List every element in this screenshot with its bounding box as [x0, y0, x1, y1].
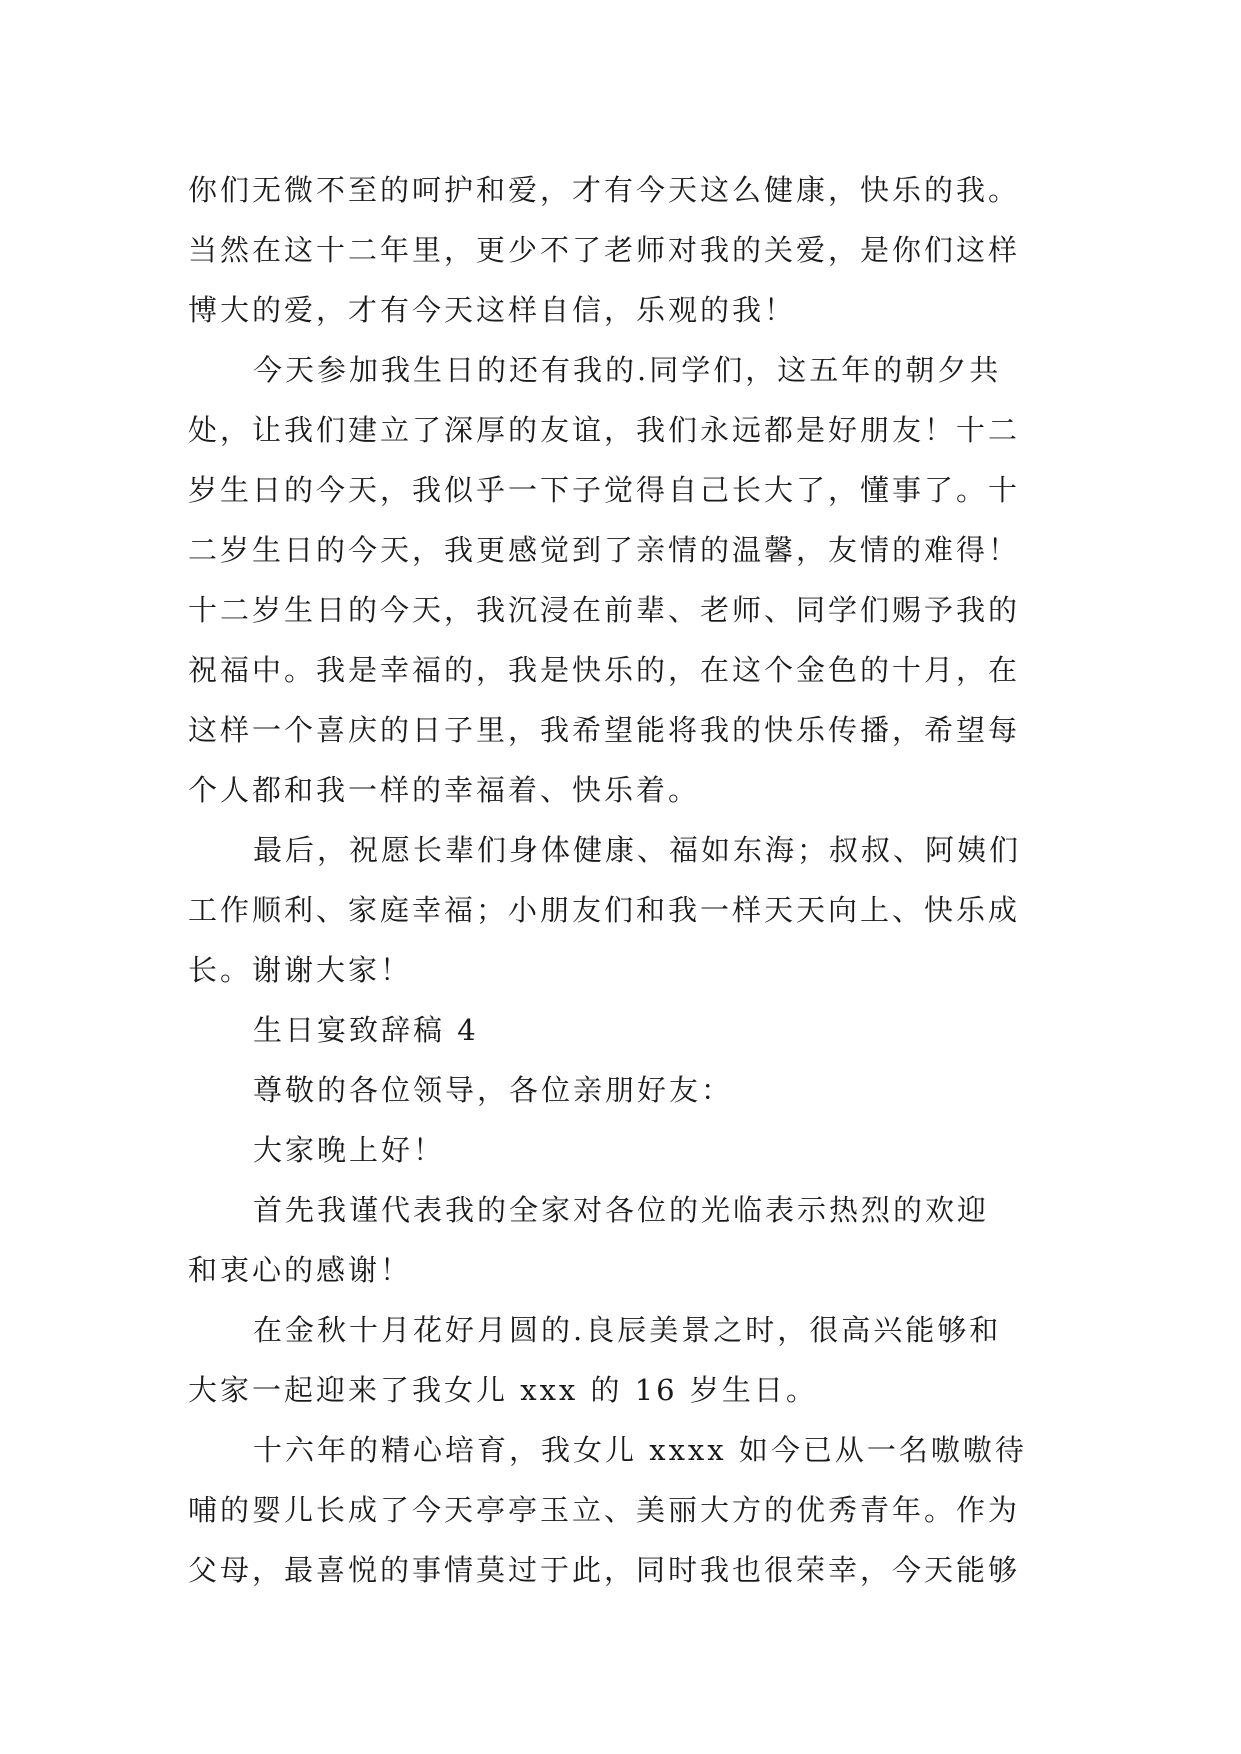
- text-line: 祝福中。我是幸福的，我是快乐的，在这个金色的十月，在: [188, 653, 1021, 687]
- text-line: 大家一起迎来了我女儿 xxx 的 16 岁生日。: [188, 1373, 818, 1407]
- text-line: 十二岁生日的今天，我沉浸在前辈、老师、同学们赐予我的: [188, 593, 1021, 627]
- text-line: 生日宴致辞稿 4: [253, 1013, 479, 1047]
- text-line: 今天参加我生日的还有我的.同学们，这五年的朝夕共: [253, 353, 1002, 387]
- text-line: 十六年的精心培育，我女儿 xxxx 如今已从一名嗷嗷待: [253, 1433, 1027, 1467]
- text-line: 你们无微不至的呵护和爱，才有今天这么健康，快乐的我。: [188, 173, 1021, 207]
- text-line: 在金秋十月花好月圆的.良辰美景之时，很高兴能够和: [253, 1313, 1002, 1347]
- text-line: 二岁生日的今天，我更感觉到了亲情的温馨，友情的难得！: [188, 533, 1021, 567]
- text-line: 工作顺利、家庭幸福；小朋友们和我一样天天向上、快乐成: [188, 893, 1021, 927]
- text-line: 处，让我们建立了深厚的友谊，我们永远都是好朋友！十二: [188, 413, 1021, 447]
- text-line: 父母，最喜悦的事情莫过于此，同时我也很荣幸，今天能够: [188, 1553, 1021, 1587]
- text-line: 哺的婴儿长成了今天亭亭玉立、美丽大方的优秀青年。作为: [188, 1493, 1021, 1527]
- text-line: 当然在这十二年里，更少不了老师对我的关爱，是你们这样: [188, 233, 1021, 267]
- text-line: 尊敬的各位领导，各位亲朋好友：: [253, 1073, 734, 1107]
- text-line: 长。谢谢大家！: [188, 953, 413, 987]
- text-line: 博大的爱，才有今天这样自信，乐观的我！: [188, 293, 797, 327]
- text-line: 最后，祝愿长辈们身体健康、福如东海；叔叔、阿姨们: [253, 833, 1022, 867]
- text-line: 和衷心的感谢！: [188, 1253, 413, 1287]
- text-line: 岁生日的今天，我似乎一下子觉得自己长大了，懂事了。十: [188, 473, 1021, 507]
- text-line: 这样一个喜庆的日子里，我希望能将我的快乐传播，希望每: [188, 713, 1021, 747]
- text-line: 首先我谨代表我的全家对各位的光临表示热烈的欢迎: [253, 1193, 990, 1227]
- text-line: 个人都和我一样的幸福着、快乐着。: [188, 773, 701, 807]
- document-body: [188, 160, 1058, 1600]
- text-line: 大家晚上好！: [253, 1133, 446, 1167]
